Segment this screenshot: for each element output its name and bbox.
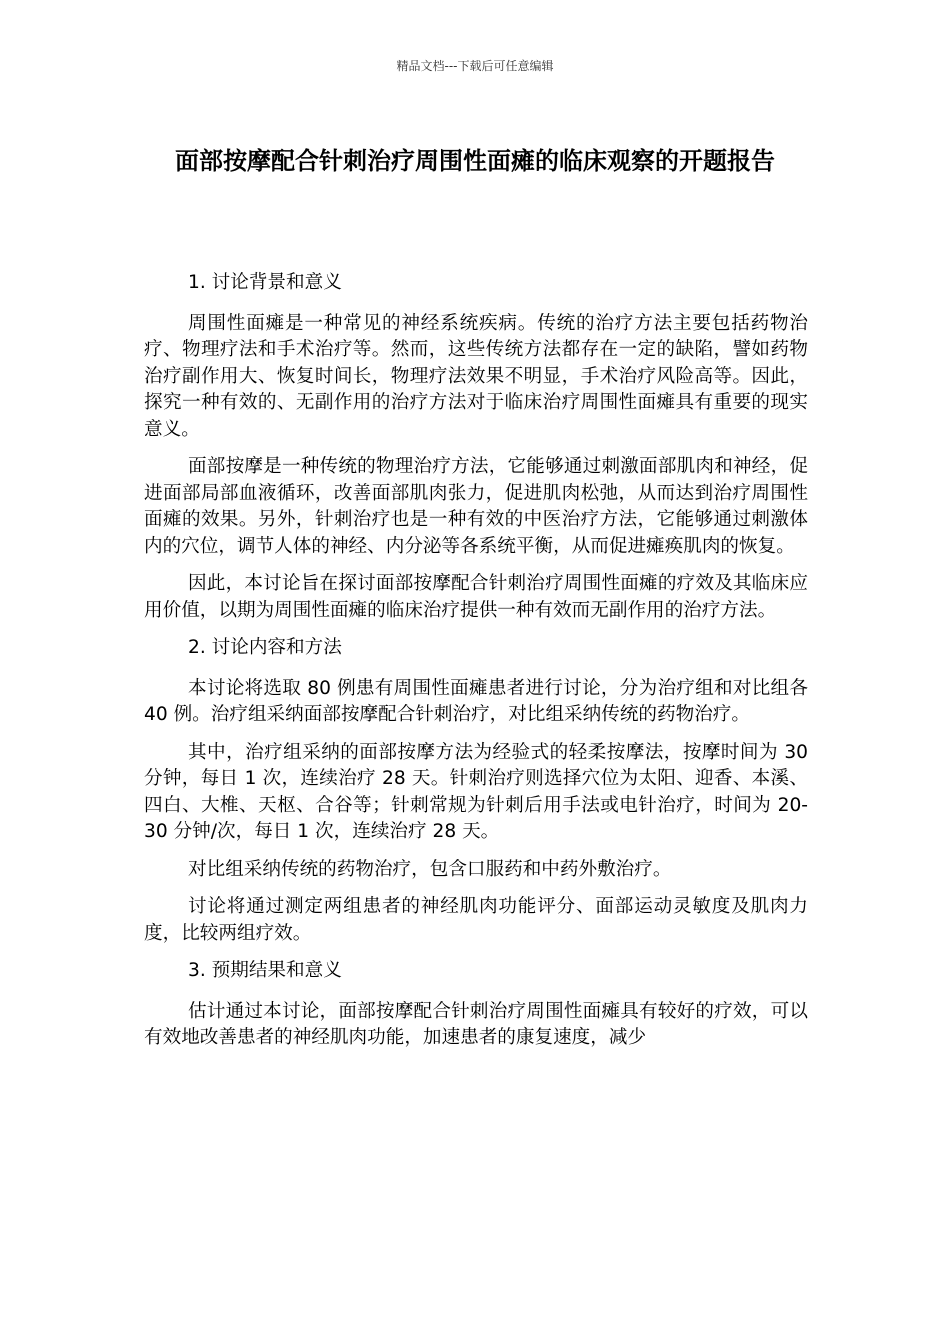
paragraph: 因此，本讨论旨在探讨面部按摩配合针刺治疗周围性面瘫的疗效及其临床应用价值，以期为周围性面瘫的临床治疗提供一种有效而无副作用的治疗方法。 [144, 573, 808, 621]
header-note: 精品文档---下载后可任意编辑 [396, 59, 554, 73]
paragraph: 估计通过本讨论，面部按摩配合针刺治疗周围性面瘫具有较好的疗效，可以有效地改善患者的神经肌肉功能，加速患者的康复速度，减少 [144, 1000, 808, 1048]
section-heading-expected-results: 3. 预期结果和意义 [188, 960, 342, 981]
paragraph: 对比组采纳传统的药物治疗，包含口服药和中药外敷治疗。 [188, 858, 672, 880]
paragraph: 周围性面瘫是一种常见的神经系统疾病。传统的治疗方法主要包括药物治疗、物理疗法和手术治疗等。然而，这些传统方法都存在一定的缺陷，譬如药物治疗副作用大、恢复时间长，物理疗法效果不明显，手术治疗风险高等。因此，探究一种有效的、无副作用的治疗方法对于临床治疗周围性面瘫具有重要的现实意义。 [144, 312, 808, 440]
page-title: 面部按摩配合针刺治疗周围性面瘫的临床观察的开题报告 [175, 147, 775, 175]
section-heading-methods: 2. 讨论内容和方法 [188, 637, 342, 658]
document-body [144, 270, 808, 1063]
section-heading-background: 1. 讨论背景和意义 [188, 272, 342, 293]
paragraph: 讨论将通过测定两组患者的神经肌肉功能评分、面部运动灵敏度及肌肉力度，比较两组疗效。 [144, 896, 808, 944]
paragraph: 本讨论将选取 80 例患有周围性面瘫患者进行讨论，分为治疗组和对比组各 40 例。治疗组采纳面部按摩配合针刺治疗，对比组采纳传统的药物治疗。 [144, 677, 808, 725]
paragraph: 面部按摩是一种传统的物理治疗方法，它能够通过刺激面部肌肉和神经，促进面部局部血液循环，改善面部肌肉张力，促进肌肉松弛，从而达到治疗周围性面瘫的效果。另外，针刺治疗也是一种有效的中医治疗方法，它能够通过刺激体内的穴位，调节人体的神经、内分泌等各系统平衡，从而促进瘫痪肌肉的恢复。 [144, 456, 808, 557]
paragraph: 其中，治疗组采纳的面部按摩方法为经验式的轻柔按摩法，按摩时间为 30 分钟，每日 1 次，连续治疗 28 天。针刺治疗则选择穴位为太阳、迎香、本溪、四白、大椎、天枢、合谷等；针刺常规为针刺后用手法或电针治疗，时间为 20-30 分钟/次，每日 1 次，连续治疗 28 天。 [144, 741, 808, 842]
